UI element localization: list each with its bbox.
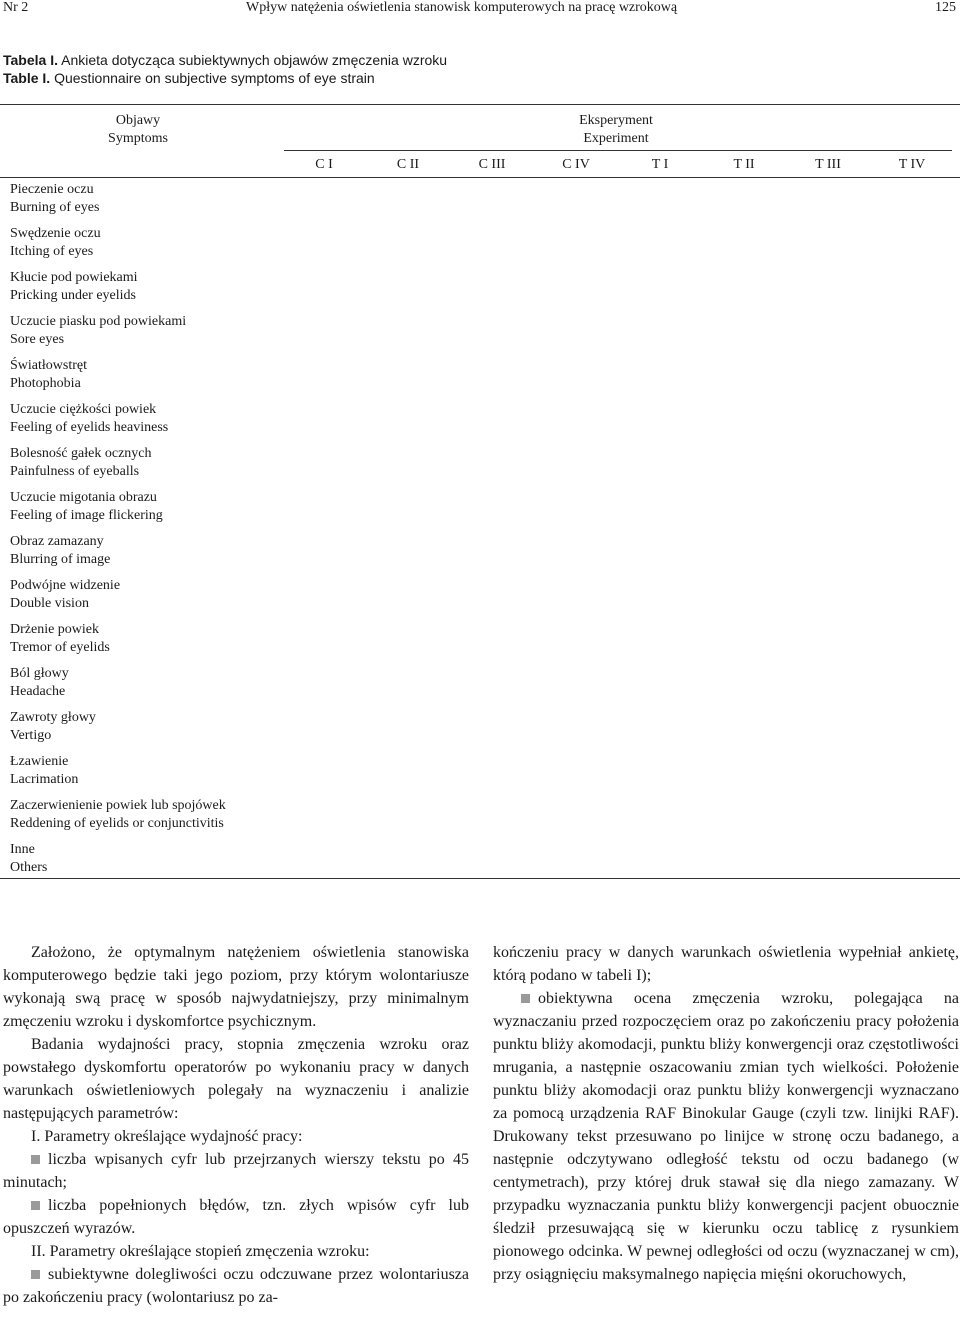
column-label: C III xyxy=(478,157,506,172)
symptom-pl: Zaczerwienienie powiek lub spojówek xyxy=(10,798,226,813)
bullet-item xyxy=(3,1148,469,1194)
symptom-en: Headache xyxy=(10,683,66,699)
running-title: Wpływ natężenia oświetlenia stanowisk komputerowych na pracę wzrokową xyxy=(246,0,678,15)
symptom-en: Feeling of image flickering xyxy=(10,507,163,523)
experiment-subrule xyxy=(284,150,952,151)
square-bullet-icon xyxy=(31,1270,40,1279)
symptom-en: Sore eyes xyxy=(10,331,65,347)
symptom-pl: Zawroty głowy xyxy=(10,710,96,725)
column-label: T III xyxy=(815,157,841,172)
square-bullet-icon xyxy=(31,1201,40,1210)
paragraph: Badania wydajności pracy, stopnia zmęczenia wzroku oraz powstałego dyskomfortu operatorów po wykonaniu pracy w danych warunkach oświetleniowych polegały na wyznaczeniu i analizie następujących parametrów: xyxy=(3,1036,469,1122)
table-row xyxy=(10,753,280,797)
column-label: T I xyxy=(651,157,669,172)
experiment-header-en: Experiment xyxy=(583,131,649,146)
symptom-en: Vertigo xyxy=(10,727,52,743)
square-bullet-icon xyxy=(31,1155,40,1164)
symptom-pl: Kłucie pod powiekami xyxy=(10,270,138,285)
symptom-pl: Uczucie piasku pod powiekami xyxy=(10,314,187,329)
symptom-pl: Pieczenie oczu xyxy=(10,182,94,197)
section-heading: II. Parametry określające stopień zmęczenia wzroku: xyxy=(31,1243,370,1260)
bullet-item xyxy=(493,987,959,1286)
experiment-header-pl: Eksperyment xyxy=(579,113,653,128)
symptoms-header-en: Symptoms xyxy=(108,131,168,146)
symptom-pl: Uczucie ciężkości powiek xyxy=(10,402,157,417)
table-row xyxy=(10,709,280,753)
table-top-rule xyxy=(0,104,960,105)
symptom-en: Itching of eyes xyxy=(10,243,94,259)
caption-label-pl: Tabela I. xyxy=(3,52,58,68)
symptom-pl: Bolesność gałek ocznych xyxy=(10,446,152,461)
table-row xyxy=(10,269,280,313)
column-label: T IV xyxy=(898,157,926,172)
symptom-en: Tremor of eyelids xyxy=(10,639,110,655)
table-row xyxy=(10,401,280,445)
column-label: C IV xyxy=(562,157,590,172)
table-row xyxy=(10,225,280,269)
bullet-text: obiektywna ocena zmęczenia wzroku, polegająca na wyznaczaniu przed rozpoczęciem oraz po zakończeniu pracy położenia punktu bliży akomodacji, punktu bliży konwergencji oraz częstotliwości mrugania, a następnie oszacowaniu zmian tych wielkości. Położenie punktu bliży akomodacji oraz punktu bliży konwergencji wyznaczano za pomocą urządzenia RAF Binokular Gauge (czyli tzw. linijki RAF). Drukowany tekst przesuwano po linijce w stronę oczu badanego, a następnie odczytywano odległość tekstu od oczu badanego (w centymetrach), przy której druk stawał się dla niego zamazany. W przypadku wyznaczania punktu bliży konwergencji pacjent obuocznie śledził przesuwającą się w kierunku oczu tablicę z rysunkiem pionowego odcinka. W pewnej odległości od oczu (wyznaczanej w cm), przy osiągnięciu maksymalnego napięcia mięśni okoruchowych, xyxy=(493,990,959,1283)
column-label: T II xyxy=(733,157,755,172)
symptom-pl: Łzawienie xyxy=(10,754,69,769)
symptom-en: Pricking under eyelids xyxy=(10,287,136,303)
paragraph: kończeniu pracy w danych warunkach oświetlenia wypełniał ankietę, którą podano w tabeli I); xyxy=(493,944,959,984)
running-header xyxy=(0,0,960,16)
bullet-text: liczba popełnionych błędów, tzn. złych wpisów cyfr lub opuszczeń wyrazów. xyxy=(3,1197,469,1237)
symptom-en: Blurring of image xyxy=(10,551,111,567)
table-row xyxy=(10,577,280,621)
symptom-en: Reddening of eyelids or conjunctivitis xyxy=(10,815,224,831)
section-heading: I. Parametry określające wydajność pracy: xyxy=(31,1128,303,1145)
issue-number: Nr 2 xyxy=(3,0,29,15)
symptom-en: Feeling of eyelids heaviness xyxy=(10,419,169,435)
paragraph: Założono, że optymalnym natężeniem oświetlenia stanowiska komputerowego będzie taki jego poziom, przy którym wolontariusze wykonają swą pracę w sposób najwydatniejszy, przy minimalnym zmęczeniu wzroku i dyskomfortce psychicznym. xyxy=(3,944,469,1030)
symptom-pl: Obraz zamazany xyxy=(10,534,104,549)
caption-text-en: Questionnaire on subjective symptoms of eye strain xyxy=(54,70,375,86)
symptoms-header xyxy=(76,112,200,148)
table-row xyxy=(10,533,280,577)
table-row xyxy=(10,621,280,665)
table-header-rule xyxy=(0,177,960,178)
table-row xyxy=(10,181,280,225)
symptom-pl: Swędzenie oczu xyxy=(10,226,101,241)
table-row xyxy=(10,797,280,841)
table-row xyxy=(10,665,280,709)
body-column-right xyxy=(493,941,959,1286)
bullet-text: liczba wpisanych cyfr lub przejrzanych wierszy tekstu po 45 minutach; xyxy=(3,1151,469,1191)
symptom-en: Double vision xyxy=(10,595,89,611)
table-row xyxy=(10,357,280,401)
caption-label-en: Table I. xyxy=(3,70,51,86)
body-column-left xyxy=(3,941,469,1309)
symptoms-header-pl: Objawy xyxy=(115,113,161,128)
symptom-pl: Uczucie migotania obrazu xyxy=(10,490,157,505)
table-row xyxy=(10,841,280,885)
bullet-item xyxy=(3,1263,469,1309)
symptom-en: Photophobia xyxy=(10,375,81,391)
symptom-en: Others xyxy=(10,859,48,875)
square-bullet-icon xyxy=(521,994,530,1003)
symptom-en: Burning of eyes xyxy=(10,199,100,215)
symptom-list xyxy=(10,181,280,885)
experiment-header xyxy=(506,112,726,148)
symptom-pl: Ból głowy xyxy=(10,666,69,681)
column-label: C I xyxy=(315,157,333,172)
table-row xyxy=(10,489,280,533)
symptom-pl: Światłowstręt xyxy=(10,358,87,373)
symptom-pl: Podwójne widzenie xyxy=(10,578,121,593)
symptom-en: Lacrimation xyxy=(10,771,79,787)
experiment-columns xyxy=(282,156,954,174)
bullet-text: subiektywne dolegliwości oczu odczuwane przez wolontariusza po zakończeniu pracy (wolontariusz po za- xyxy=(3,1266,469,1306)
caption-text-pl: Ankieta dotycząca subiektywnych objawów zmęczenia wzroku xyxy=(61,52,448,68)
symptom-pl: Drżenie powiek xyxy=(10,622,100,637)
symptom-pl: Inne xyxy=(10,842,35,857)
symptom-en: Painfulness of eyeballs xyxy=(10,463,140,479)
table-row xyxy=(10,445,280,489)
table-row xyxy=(10,313,280,357)
page-number: 125 xyxy=(935,0,956,15)
table-caption-en xyxy=(3,69,375,87)
bullet-item xyxy=(3,1194,469,1240)
table-caption-pl xyxy=(3,51,447,69)
column-label: C II xyxy=(396,157,420,172)
